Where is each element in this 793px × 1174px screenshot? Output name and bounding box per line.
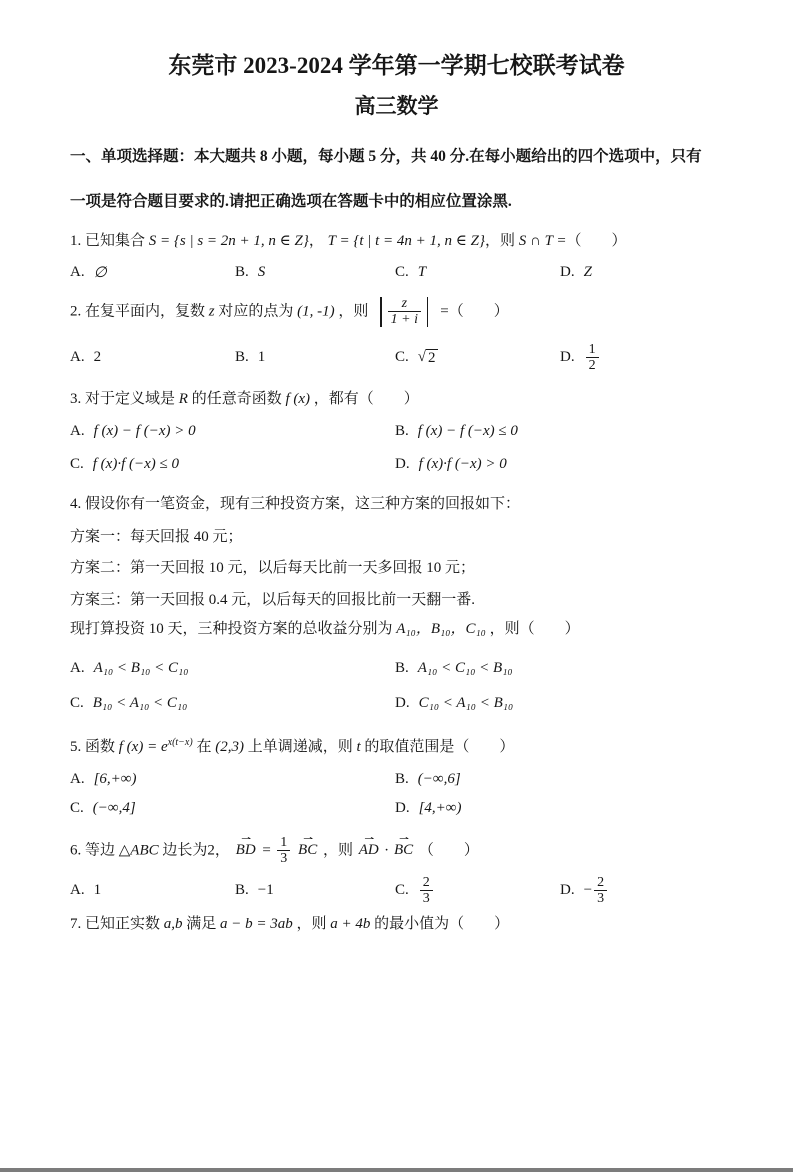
question-4-stem-line1: 4. 假设你有一笔资金，现有三种投资方案，这三种方案的回报如下： <box>70 496 521 513</box>
q5-exponent: x(t−x) <box>167 736 193 748</box>
q7-equation: a − b = 3ab <box>220 915 293 932</box>
q6-vector-bc1-text: BC <box>298 842 318 859</box>
q4-option-b-label: B. <box>395 659 409 676</box>
q2-fraction-numerator: z <box>401 296 408 312</box>
q6-frac-den: 3 <box>277 850 290 866</box>
page-title: 东莞市 2023-2024 学年第一学期七校联考试卷 <box>168 53 625 78</box>
q1-option-c-label: C. <box>395 264 409 281</box>
q1-option-b-label: B. <box>235 264 249 281</box>
vector-arrow-icon: ⇀ <box>241 834 251 844</box>
q3-option-d-label: D. <box>395 456 410 473</box>
q2-option-d-fraction <box>586 342 599 374</box>
q2-text-1: 2. 在复平面内，复数 <box>70 303 206 320</box>
q4-text-1: 现打算投资 10 天，三种投资方案的总收益分别为 <box>70 621 393 638</box>
q4-option-b <box>395 660 723 677</box>
q1-set-t: T = {t | t = 4n + 1, n ∈ Z} <box>327 232 485 249</box>
q1-option-d-text: Z <box>583 264 592 281</box>
q7-answer-blank: 的最小值为（ ） <box>374 915 510 932</box>
q3-option-b-label: B. <box>395 423 409 440</box>
q2-option-d-num: 1 <box>588 341 596 357</box>
q2-abs-fraction <box>376 296 432 328</box>
q6-frac-num: 1 <box>280 835 288 851</box>
q5-option-a-text: [6,+∞) <box>93 771 137 788</box>
q4-option-c-text: B₁₀ < A₁₀ < C₁₀ <box>92 694 188 711</box>
question-4-stem-line5 <box>70 620 723 640</box>
q5-option-a-label: A. <box>70 771 85 788</box>
q4-option-a-text: A₁₀ < B₁₀ < C₁₀ <box>93 659 189 676</box>
q1-option-d <box>560 264 723 281</box>
q5-text-1: 5. 函数 <box>70 738 116 755</box>
section-instructions-line2: 一项是符合题目要求的.请把正确选项在答题卡中的相应位置涂黑. <box>70 193 512 211</box>
q5-option-d <box>395 800 723 817</box>
q6-equals: = <box>261 842 272 859</box>
q2-option-c-radicand: 2 <box>428 349 436 366</box>
q2-text-3: ，则 <box>338 303 369 320</box>
q2-option-d-den: 2 <box>586 357 599 373</box>
question-4-options-row1 <box>70 660 723 677</box>
q6-option-b-label: B. <box>235 882 249 899</box>
question-4-plan3: 方案三：第一天回报 0.4 元，以后每天的回报比前一天翻一番. <box>70 591 476 608</box>
q6-triangle: △ABC <box>118 842 159 859</box>
q5-option-c-text: (−∞,4] <box>92 800 136 817</box>
page-subtitle: 高三数学 <box>354 93 439 118</box>
vector-arrow-icon: ⇀ <box>399 834 409 844</box>
q4-option-d-label: D. <box>395 694 410 711</box>
q6-option-d-num: 2 <box>597 874 605 890</box>
q1-option-b <box>235 264 395 281</box>
question-2-stem <box>70 296 723 328</box>
q4-option-a-label: A. <box>70 659 85 676</box>
q2-option-c <box>395 349 560 367</box>
question-3-options-row1 <box>70 423 723 440</box>
q3-answer-blank: ，都有（ ） <box>313 390 419 407</box>
question-7-stem <box>70 915 723 935</box>
q4-option-d-text: C₁₀ < A₁₀ < B₁₀ <box>418 694 514 711</box>
q2-fraction <box>388 296 421 328</box>
q6-option-d-minus: − <box>583 882 593 899</box>
question-6-options <box>70 875 723 907</box>
abs-bar-right <box>427 297 429 327</box>
q2-text-2: 对应的点为 <box>218 303 294 320</box>
q3-fx: f (x) <box>285 390 311 407</box>
q4-option-c-label: C. <box>70 694 84 711</box>
q6-vector-bc-2 <box>394 835 413 861</box>
sqrt-radical-sign: √ <box>417 348 426 365</box>
q2-answer-blank: =（ ） <box>440 303 509 320</box>
q5-option-b-text: (−∞,6] <box>417 771 461 788</box>
q6-vector-bc2-text: BC <box>393 842 414 859</box>
question-1-options <box>70 263 723 282</box>
q5-option-a <box>70 771 395 788</box>
q6-option-a-label: A. <box>70 882 85 899</box>
q6-answer-blank: （ ） <box>418 842 479 859</box>
q3-text-1: 3. 对于定义域是 <box>70 390 176 407</box>
q6-option-d-label: D. <box>560 882 575 899</box>
q3-option-b <box>395 423 723 440</box>
q1-comma: ， <box>308 232 324 249</box>
q6-option-c-fraction <box>420 875 433 907</box>
question-6-stem <box>70 835 723 867</box>
question-1-stem <box>70 232 723 252</box>
q1-option-a-text: ∅ <box>93 265 107 282</box>
q5-func-base: f (x) = e <box>118 738 168 755</box>
question-4-options-row2 <box>70 695 723 712</box>
exam-paper-page <box>0 52 793 1174</box>
page-bottom-edge-bar <box>0 1168 793 1172</box>
q4-option-b-text: A₁₀ < C₁₀ < B₁₀ <box>417 659 513 676</box>
q6-vector-ad-text: AD <box>358 842 379 859</box>
q6-vector-ad <box>359 835 379 861</box>
question-5-stem <box>70 738 723 758</box>
q2-fraction-denominator: 1 + i <box>388 311 421 327</box>
vector-arrow-icon: ⇀ <box>364 834 374 844</box>
q1-answer-blank: （ ） <box>566 232 627 249</box>
q2-option-b-label: B. <box>235 349 249 366</box>
q7-expression: a + 4b <box>330 915 371 932</box>
question-3-options-row2 <box>70 456 723 473</box>
q6-option-d-den: 3 <box>594 890 607 906</box>
q1-then: ，则 <box>484 232 515 249</box>
q2-point: (1, -1) <box>297 303 335 320</box>
q2-option-b <box>235 349 395 366</box>
q5-text-2: 在 <box>196 738 212 755</box>
q1-set-s: S = {s | s = 2n + 1, n ∈ Z} <box>148 232 309 249</box>
q5-option-b-label: B. <box>395 771 409 788</box>
q2-option-d <box>560 342 723 374</box>
q2-option-a <box>70 349 235 366</box>
q5-function <box>118 736 193 755</box>
abs-bar-left <box>380 297 382 327</box>
question-3-stem <box>70 390 723 410</box>
q3-option-a-text: f (x) − f (−x) > 0 <box>93 423 196 440</box>
q6-vector-bc-1 <box>298 835 317 861</box>
q3-option-d-text: f (x)·f (−x) > 0 <box>418 456 507 473</box>
q1-option-c-text: T <box>417 264 427 281</box>
q6-text-2: 边长为2， <box>162 842 230 859</box>
q6-option-b-text: −1 <box>257 882 274 899</box>
q4-option-d <box>395 695 723 712</box>
q5-option-d-label: D. <box>395 800 410 817</box>
q3-option-b-text: f (x) − f (−x) ≤ 0 <box>417 423 518 440</box>
q1-option-a-label: A. <box>70 264 85 281</box>
q6-dot-product: · <box>384 842 389 859</box>
q6-option-d <box>560 875 723 907</box>
q7-vars: a,b <box>163 915 183 932</box>
q2-var-z: z <box>208 303 215 320</box>
question-5-options-row2 <box>70 800 723 817</box>
q6-vector-bd <box>236 835 256 861</box>
q6-option-c-num: 2 <box>422 874 430 890</box>
q3-text-2: 的任意奇函数 <box>191 390 282 407</box>
q6-option-a <box>70 882 235 899</box>
q2-option-d-label: D. <box>560 349 575 366</box>
q3-option-c-label: C. <box>70 456 84 473</box>
q1-expression: S ∩ T = <box>518 232 567 249</box>
q4-sums: A₁₀，B₁₀，C₁₀ <box>396 621 486 638</box>
q3-option-a <box>70 423 395 440</box>
q6-fraction-one-third <box>277 835 290 867</box>
q7-text-1: 7. 已知正实数 <box>70 915 161 932</box>
section-instructions-line1: 一、单项选择题：本大题共 8 小题，每小题 5 分，共 40 分.在每小题给出的四个选项中，只有 <box>70 147 702 165</box>
q2-option-a-label: A. <box>70 349 85 366</box>
q6-option-b <box>235 882 395 899</box>
q1-option-d-label: D. <box>560 264 575 281</box>
q6-option-c <box>395 875 560 907</box>
q3-option-c-text: f (x)·f (−x) ≤ 0 <box>92 456 180 473</box>
q1-option-c <box>395 264 560 281</box>
q2-option-a-text: 2 <box>93 349 102 366</box>
q5-option-c <box>70 800 395 817</box>
vector-arrow-icon: ⇀ <box>303 834 313 844</box>
q5-option-d-text: [4,+∞) <box>418 800 462 817</box>
q6-text-1: 6. 等边 <box>70 842 116 859</box>
q7-text-2: 满足 <box>186 915 217 932</box>
q4-answer-blank: ，则（ ） <box>489 621 580 638</box>
q3-option-d <box>395 456 723 473</box>
q2-option-c-sqrt <box>418 349 438 367</box>
question-5-options-row1 <box>70 771 723 788</box>
question-2-options <box>70 342 723 374</box>
q5-var-t: t <box>356 738 361 755</box>
q3-set-r: R <box>178 390 188 407</box>
q5-text-3: 上单调递减，则 <box>247 738 353 755</box>
q5-answer-blank: 的取值范围是（ ） <box>364 738 515 755</box>
q6-vector-bd-text: BD <box>235 842 256 859</box>
q4-option-a <box>70 660 395 677</box>
question-4-plan2: 方案二：第一天回报 10 元，以后每天比前一天多回报 10 元； <box>70 560 476 577</box>
q1-option-b-text: S <box>257 264 266 281</box>
q3-option-c <box>70 456 395 473</box>
q6-option-c-den: 3 <box>420 890 433 906</box>
q6-option-c-label: C. <box>395 882 409 899</box>
q7-text-3: ，则 <box>296 915 327 932</box>
q6-text-3: ，则 <box>322 842 353 859</box>
q2-option-b-text: 1 <box>257 349 266 366</box>
q5-interval: (2,3) <box>215 738 244 755</box>
page-content <box>0 52 793 934</box>
q6-option-d-fraction <box>594 875 607 907</box>
q5-option-c-label: C. <box>70 800 84 817</box>
q2-option-c-label: C. <box>395 349 409 366</box>
question-4-plan1: 方案一：每天回报 40 元； <box>70 528 243 545</box>
q1-option-a <box>70 263 235 282</box>
q4-option-c <box>70 695 395 712</box>
q6-option-a-text: 1 <box>93 882 102 899</box>
q3-option-a-label: A. <box>70 423 85 440</box>
q1-prefix: 1. 已知集合 <box>70 232 146 249</box>
q5-option-b <box>395 771 723 788</box>
